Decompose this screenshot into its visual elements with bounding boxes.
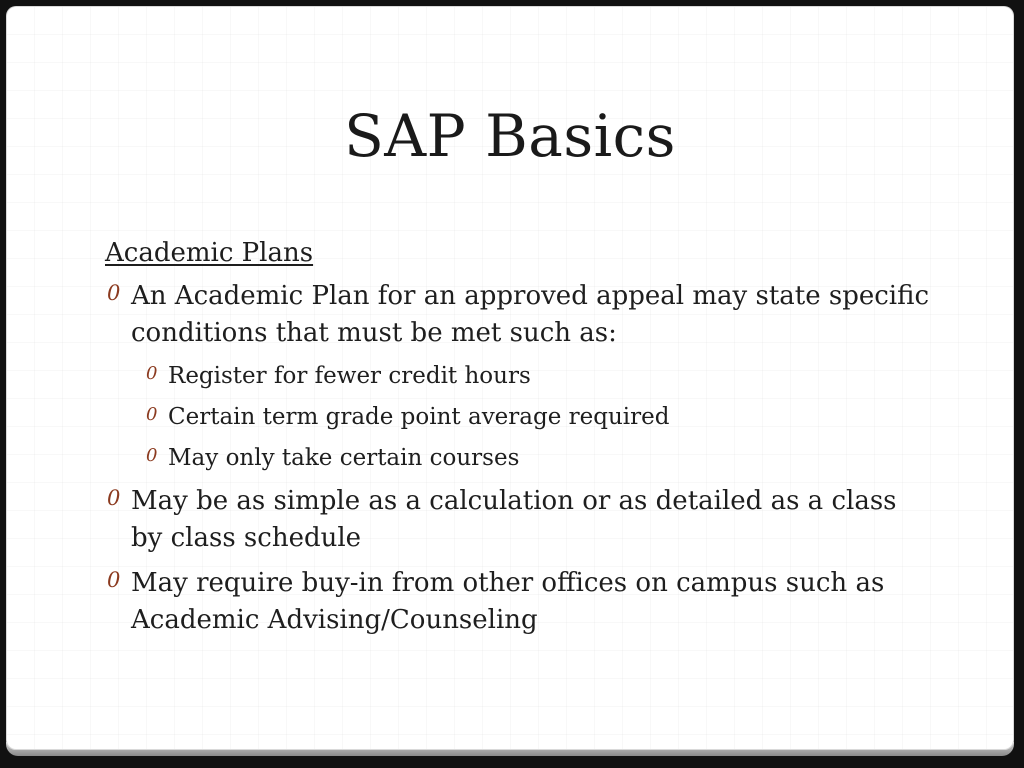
bullet-text: An Academic Plan for an approved appeal may state specific conditions that must be met such as: [131,281,930,348]
bullet-text: May be as simple as a calculation or as detailed as a class by class schedule [131,486,897,553]
sub-bullet-marker: 0 [146,404,158,425]
sub-bullet-item [105,442,935,474]
bullet-item [105,278,935,352]
bullet-marker: 0 [107,486,121,510]
sub-bullet-text: Certain term grade point average required [168,404,670,430]
bullet-item [105,565,935,639]
sub-bullet-item [105,401,935,433]
slide-title: SAP Basics [344,102,676,170]
section-heading: Academic Plans [105,238,314,268]
sub-bullet-text: Register for fewer credit hours [168,363,531,389]
sub-bullet-list [105,360,935,474]
bullet-marker: 0 [107,568,121,592]
sub-bullet-marker: 0 [146,363,158,384]
sub-bullet-item [105,360,935,392]
slide-content [105,238,935,647]
bullet-text: May require buy-in from other offices on campus such as Academic Advising/Counseling [131,568,885,635]
sub-bullet-marker: 0 [146,445,158,466]
sub-bullet-text: May only take certain courses [168,445,520,471]
bullet-marker: 0 [107,281,121,305]
bullet-item [105,483,935,557]
slide [6,6,1014,750]
